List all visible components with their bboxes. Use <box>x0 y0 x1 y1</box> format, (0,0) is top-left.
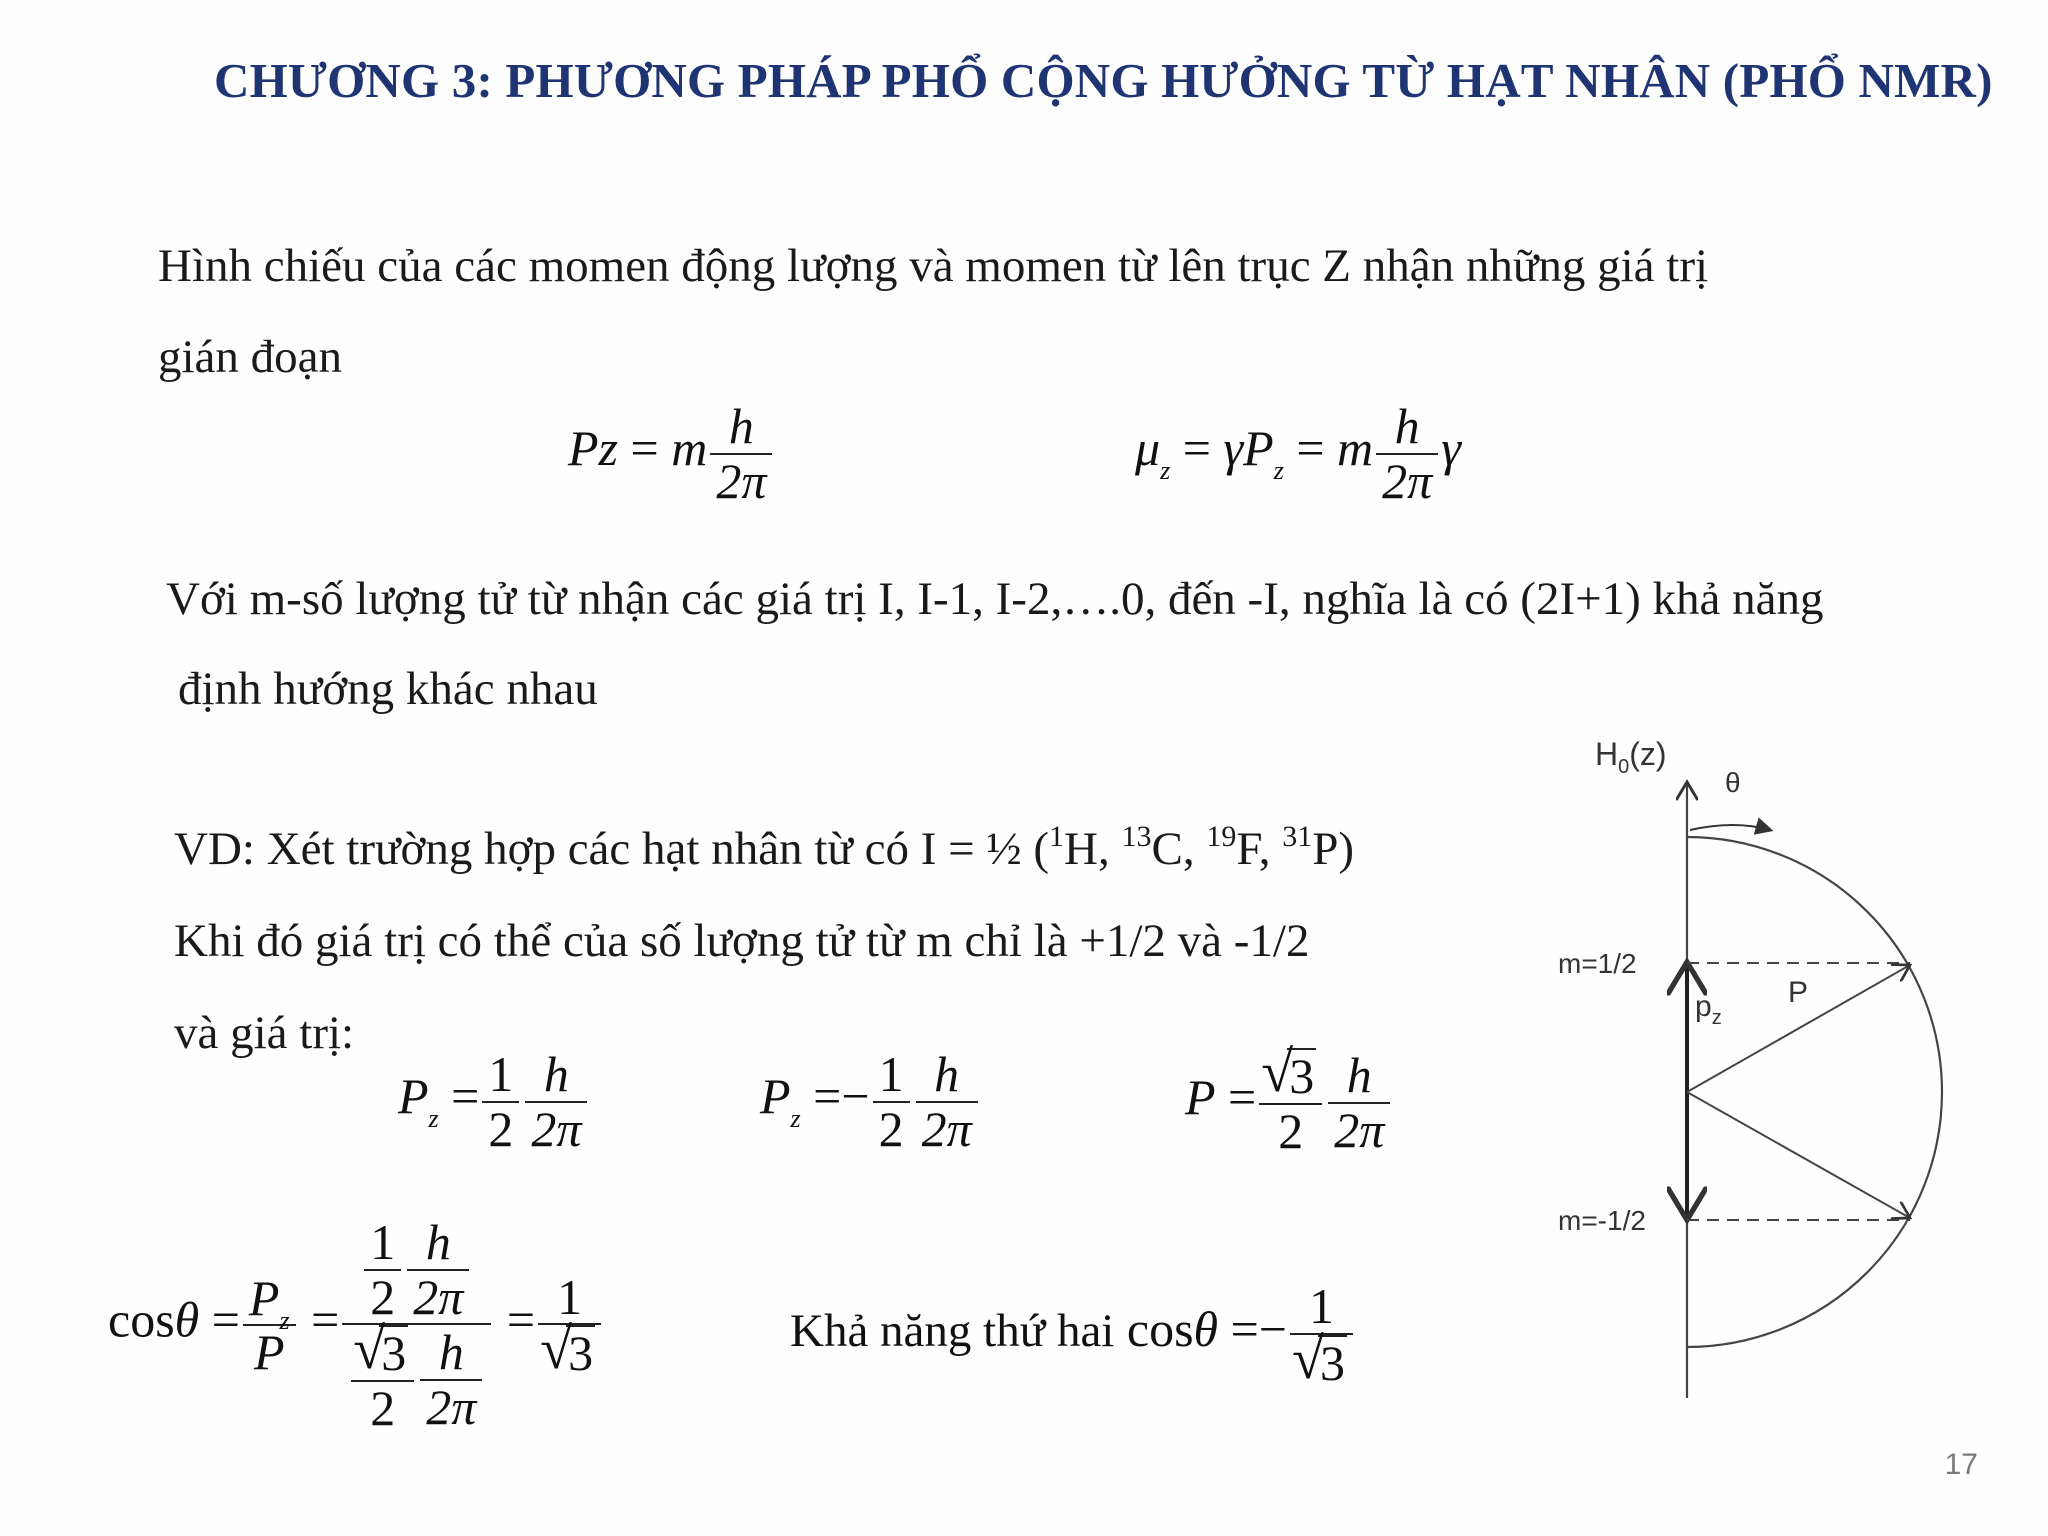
example-line-1: VD: Xét trường hợp các hạt nhân từ có I = ½ ($^1$H, $^{13}$C, $^{19}$F, $^{31}$P) <box>174 820 1355 875</box>
m-description-line-2: định hướng khác nhau <box>178 663 598 715</box>
pz-label: $p_z$ <box>1695 990 1722 1029</box>
eq1-lhs: Pz <box>568 419 618 476</box>
eq1-m: m <box>671 419 708 476</box>
theta-label: θ <box>1725 767 1741 798</box>
m-negative-label: m=-1/2 <box>1558 1205 1646 1236</box>
formula-pz-negative: $P_z$ =− $\frac{1}{2}$ $\frac{h}{2\pi}$ <box>760 1048 981 1155</box>
eq1-fraction: $\frac{h}{2\pi}$ <box>710 400 772 507</box>
slide-title: CHƯƠNG 3: PHƯƠNG PHÁP PHỔ CỘNG HƯỞNG TỪ HẠT NHÂN (PHỔ NMR) <box>214 53 1993 108</box>
formula-pz-positive: $P_z$ = $\frac{1}{2}$ $\frac{h}{2\pi}$ <box>398 1048 590 1155</box>
p-vector-down <box>1687 1092 1910 1218</box>
formula-cos-theta: cosθ = $\frac{P_z}{P}$ = $\frac{1}{2}$ $\frac{h}{2\pi}$ √ $\frac{3}{2}$ $\frac{h}{2\pi}$ = 1 √ 3 <box>108 1216 604 1434</box>
spin-orientation-diagram <box>1530 730 1990 1410</box>
formula-second-possibility: Khả năng thứ hai cosθ =− 1 √ 3 <box>790 1280 1356 1389</box>
axis-label: $H_0(z)$ <box>1595 736 1667 778</box>
example-line-3: và giá trị: <box>174 1007 355 1059</box>
formula-p-total: P = √ $\frac{3}{2}$ $\frac{h}{2\pi}$ <box>1185 1048 1393 1157</box>
eq1-equals: = <box>630 419 659 476</box>
page-number: 17 <box>1944 1448 1978 1481</box>
equation-pz <box>568 400 775 507</box>
eq2-fraction: $\frac{h}{2\pi}$ <box>1376 400 1438 507</box>
semicircle <box>1687 837 1942 1347</box>
theta-arc <box>1690 825 1770 830</box>
second-possibility-label: Khả năng thứ hai <box>790 1304 1115 1357</box>
m-description-line-1: Với m-số lượng tử từ nhận các giá trị I, I-1, I-2,….0, đến -I, nghĩa là có (2I+1) khả năng <box>166 573 1824 625</box>
p-label: P <box>1788 976 1809 1009</box>
intro-line-1: Hình chiếu của các momen động lượng và momen từ lên trục Z nhận những giá trị <box>158 240 1709 292</box>
m-positive-label: m=1/2 <box>1558 948 1637 979</box>
example-line-2: Khi đó giá trị có thể của số lượng tử từ m chỉ là +1/2 và -1/2 <box>174 915 1310 967</box>
intro-line-2: gián đoạn <box>158 331 343 383</box>
equation-mu-z: $\mu_z = \gamma P_z = m$ $\frac{h}{2\pi}$ γ <box>1135 398 1461 509</box>
